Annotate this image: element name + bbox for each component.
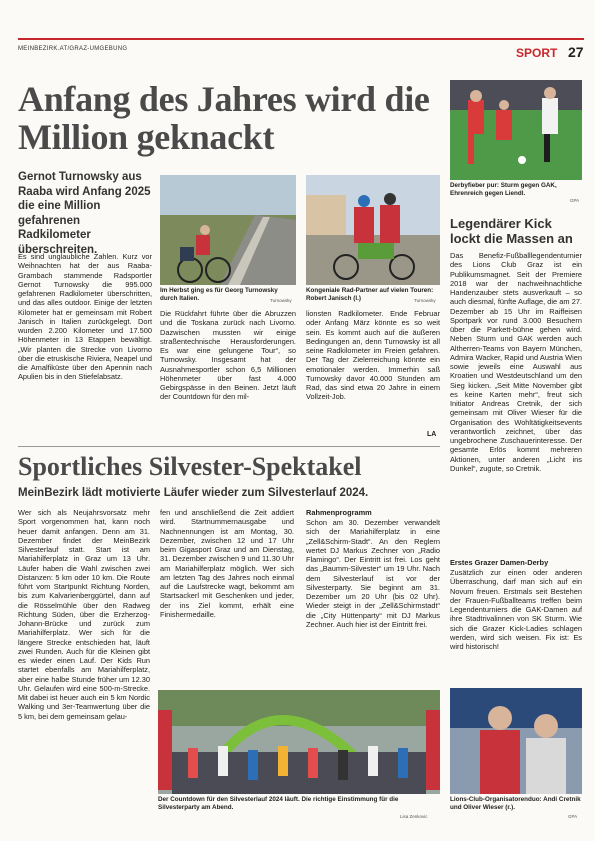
sidebar-photo2-caption: Lions-Club-Organisatorenduo: Andi Cretnik und Oliver Wieser (r.). — [450, 796, 581, 811]
photo-derby — [450, 80, 582, 180]
photo-two-cyclists — [306, 175, 440, 285]
photo2-credit: Turnowsky — [414, 298, 436, 303]
sidebar-body2: Zusätzlich zur einen oder anderen Überraschung, darf man sich auf ein Novum freuen. Erstmals seit Bestehen der Frauen-Fußballteams treffen beim Legendenturniers die GAK-Damen auf ihre Stadtrivalinnen von SK Sturm. Wie sich die Grazer Kick-Ladies schlagen werden, wird sich weisen. Fix ist: Es wird historisch! — [450, 568, 582, 651]
silvester-photo-caption: Der Countdown für den Silvesterlauf 2024 läuft. Die richtige Einstimmung für die Silvesterparty am Abend. — [158, 796, 399, 811]
photo-cyclist-italy — [160, 175, 296, 285]
photo1-caption: Im Herbst ging es für Georg Turnowsky durch Italien. — [160, 287, 278, 302]
photo-silvesterlauf — [158, 690, 440, 794]
sidebar-photo2-credit: GPA — [568, 814, 578, 819]
photo-organisers — [450, 688, 582, 794]
top-rule — [18, 38, 584, 40]
main-lead: Gernot Turnowsky aus Raaba wird Anfang 2025 die eine Million gefahrenen Radkilometer überschreiten. — [18, 171, 151, 256]
sidebar-subhead: Erstes Grazer Damen-Derby — [450, 558, 549, 567]
main-signature: LA — [427, 431, 437, 438]
second-column-2: fen und anschließend die Zeit addiert wird. Startnummernausgabe und Nachnennungen ist am Montag, 30. Dezember, zwischen 12 und 17 Uhr beim Gigasport Graz und am Dienstag, 31. Dezember zwischen 9 und 11.30 Uhr am Mariahilferplatz möglich. Wer sich am letzten Tag des Jahres noch einmal auf die Laufstrecke wagt, bekommt am Startsackerl mit Geschenken und jeder, der ins Ziel kommt, erhält eine Finishermedaille. — [160, 508, 294, 619]
main-column-3: lionsten Radkilometer. Ende Februar oder Anfang März könnte es so weit sein. Es kommt auch auf die äußeren Bedingungen an, denn Turnowsky ist all seine Radkilometer im Freien gefahren. Der Tag der Zielerreichung könnte ein emotionaler werden. Immerhin saß Turnowsky davor 40.000 Stunden am Rad, das sind etwa 20 Jahre in einem Vollzeit-Job. — [306, 309, 440, 402]
sidebar-body: Das Benefiz-Fußballlegendenturnier des Lions Club Graz ist ein Publikumsmagnet. Seit der Premiere 2018 war der nachweihnachtliche Handenzauber stets ausverkauft – so auch diesmal, fünfte Auflage, die am 27. Dezember ab 15 Uhr im Raiffeisen Sportpark vor rund 3.000 Besuchern über die Parkett-bühne gehen wird. Neben Sturm und GAK werden auch Altherren-Teams von Bayern München, Admira Wacker, Rapid und Austria Wien sowie jeweils eine Auswahl aus Kroatien und Westdeutschland um den Sieg kicken. „Seit Mitte November gibt es keine Karten mehr“, freut sich Initiator Andreas Cretnik, der sich gemeinsam mit Oliver Wieser für die Organisation des Wohltätigkeitsevents verantwortlich zeichnet, über das ungebrochene Zuschauerinteresse. Der gesamte Erlös kommt mehreren Aktionen, unter anderen „Licht ins Dunkel“, zugute, so Cretnik. — [450, 251, 582, 473]
main-column-1: Es sind unglaubliche Zahlen. Kurz vor Weihnachten hat der aus Raaba-Grambach stammende Radsportler Gernot Turnowsky die 995.000 gefahrenen Radkilometer überschritten, und das alles outdoor. Einige der letzten Kilometer hat er gemeinsam mit Robert Janisch in Italien zurückgelegt. Dort wurden 2.200 Kilometer und 17.500 Höhenmeter in 13 Etappen bewältigt. „Wir planten die Strecke von Livorno über die etruskische Riviera, Neapel und die Amalfiküste über den Apennin nach Apulien bis in den Stiefelabsatz. — [18, 252, 152, 382]
second-subhead: MeinBezirk lädt motivierte Läufer wieder zum Silvesterlauf 2024. — [18, 487, 369, 499]
second-column-1: Wer sich als Neujahrsvorsatz mehr Sport vorgenommen hat, kann noch heuer damit anfangen. Denn am 31. Dezember findet der MeinBezirk Silvesterlauf statt. Start ist am Mariahilferplatz in Graz um 13 Uhr. Läufer haben die Wahl zwischen zwei Distanzen: 5 km oder 10 km. Die Route führt vom Startpunkt Richtung Norden, bis zum Kalvarienberggürtel, dann auf die Rösselmühle über den Radweg Richtung Süden, über die Erzherzog-Johann-Brücke und zurück zum Mariahilferplatz. Wer sich für die längere Strecke entschieden hat, läuft zwei Runden. Auch für die Kleinen gibt es wieder einen Lauf. Der Kids Run startet ebenfalls am Mariahilferplatz, aber eine halbe Stunde früher um 12.30 Uhr. Gelaufen wird eine 500-m-Strecke. Mit dabei ist heuer auch ein 5 km Nordic Walking und 3er-Teamwertung über die 5 km, bei dem gemeinsam gelau- — [18, 508, 150, 721]
second-column-3: Schon am 30. Dezember verwandelt sich der Mariahilferplatz in eine „Zell&Schirm-Stadt“. An den Reglern wertet DJ Markus Zechner von „Radio Flamingo“. Der Eintritt ist frei. Los geht das „Baumm-Silvester“ um 19 Uhr. Nach dem Silvesterlauf ist vor der Silvesterparty. Sie beginnt am 31. Dezember um 20 Uhr (bis 02 Uhr). Wieder steigt in der „Zell&Schirmstadt“ die „City Hüttenparty“ mit DJ Markus Zechner. Auch hier ist der Eintritt frei. — [306, 518, 440, 629]
sidebar-headline: Legendärer Kick lockt die Massen an — [450, 216, 573, 246]
main-headline: Anfang des Jahres wird die Million geknackt — [18, 79, 430, 157]
header-site: MEINBEZIRK.AT/GRAZ-UMGEBUNG — [18, 46, 128, 52]
main-column-2: Die Rückfahrt führte über die Abruzzen und die Toskana zurück nach Livorno. Dazwischen mussten wir einige straßentechnische Herausforderungen. Es war eine gelungene Tour“, so Turnowsky. Insgesamt hat der Ausnahmesportler schon 6,5 Millionen Höhenmeter über fast 4.000 Gebirgspässe in den Beinen. Jetzt läuft der Countdown für den mil- — [160, 309, 296, 402]
sidebar-photo-caption: Derbyfieber pur: Sturm gegen GAK, Ehrenreich gegen Liendl. — [450, 182, 557, 197]
second-headline: Sportliches Silvester-Spektakel — [18, 452, 362, 481]
divider — [18, 446, 440, 447]
photo2-caption: Kongeniale Rad-Partner auf vielen Touren: Robert Janisch (l.) — [306, 287, 434, 302]
sidebar-photo-credit: GPA — [570, 198, 580, 203]
photo1-credit: Turnowsky — [270, 298, 292, 303]
silvester-photo-credit: Lisa Zenkovic — [400, 814, 428, 819]
page-number: 27 — [568, 44, 584, 60]
second-col3-head: Rahmenprogramm — [306, 508, 372, 517]
section-label: SPORT — [516, 46, 558, 60]
